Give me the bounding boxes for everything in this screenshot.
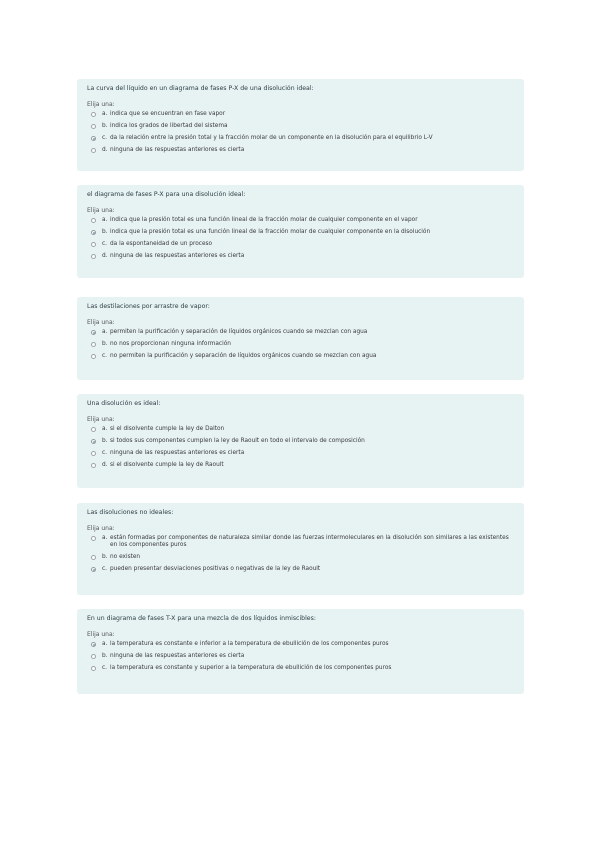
option-letter: b. [102, 229, 108, 235]
question-card-1 [77, 79, 524, 171]
answer-option[interactable] [91, 241, 514, 248]
option-text: están formadas por componentes de naturaleza similar donde las fuerzas intermoleculares en la disolución son similares a las existentes en los componentes puros [110, 535, 509, 548]
answer-option[interactable] [91, 426, 514, 433]
select-label: Elija una: [87, 631, 115, 638]
option-letter: d. [102, 147, 108, 153]
answer-option[interactable] [91, 653, 514, 660]
radio-button[interactable] [91, 112, 96, 117]
answer-option[interactable] [91, 341, 514, 348]
option-letter: a. [102, 217, 108, 223]
radio-button[interactable] [91, 642, 96, 647]
answer-option[interactable] [91, 229, 514, 236]
option-letter: d. [102, 253, 108, 259]
option-text: la temperatura es constante e inferior a la temperatura de ebullición de los componentes puros [110, 641, 389, 647]
option-text: permiten la purificación y separación de líquidos orgánicos cuando se mezclan con agua [110, 329, 368, 335]
answer-option[interactable] [91, 123, 514, 130]
option-letter: c. [102, 135, 108, 141]
answer-option[interactable] [91, 665, 514, 672]
answer-option[interactable] [91, 329, 514, 336]
answer-option[interactable] [91, 217, 514, 224]
answer-option[interactable] [91, 462, 514, 469]
select-label: Elija una: [87, 416, 115, 423]
option-letter: a. [102, 111, 108, 117]
radio-button[interactable] [91, 242, 96, 247]
option-text: indica que se encuentran en fase vapor [110, 111, 226, 117]
radio-button[interactable] [91, 230, 96, 235]
question-text: Las disoluciones no ideales: [87, 509, 174, 516]
option-letter: b. [102, 554, 108, 560]
answer-option[interactable] [91, 147, 514, 154]
radio-button[interactable] [91, 218, 96, 223]
select-label: Elija una: [87, 525, 115, 532]
answer-option[interactable] [91, 135, 514, 142]
radio-button[interactable] [91, 148, 96, 153]
question-card-2 [77, 185, 524, 278]
option-letter: d. [102, 462, 108, 468]
radio-button[interactable] [91, 451, 96, 456]
select-label: Elija una: [87, 101, 115, 108]
answer-option[interactable] [91, 641, 514, 648]
radio-button[interactable] [91, 427, 96, 432]
option-letter: b. [102, 653, 108, 659]
option-letter: a. [102, 535, 108, 541]
question-text: Las destilaciones por arrastre de vapor: [87, 303, 210, 310]
option-letter: b. [102, 341, 108, 347]
option-text: indica los grados de libertad del sistema [110, 123, 228, 129]
option-text: da la relación entre la presión total y la fracción molar de un componente en la disolución para el equilibrio L-V [110, 135, 433, 141]
question-text: En un diagrama de fases T-X para una mezcla de dos líquidos inmiscibles: [87, 615, 316, 622]
option-text: indica que la presión total es una función lineal de la fracción molar de cualquier componente en la disolución [110, 229, 431, 235]
radio-button[interactable] [91, 439, 96, 444]
question-card-4 [77, 394, 524, 488]
option-letter: b. [102, 438, 108, 444]
answer-option[interactable] [91, 450, 514, 457]
answer-option[interactable] [91, 566, 514, 573]
radio-button[interactable] [91, 654, 96, 659]
option-text: ninguna de las respuestas anteriores es cierta [110, 653, 245, 659]
radio-button[interactable] [91, 567, 96, 572]
radio-button[interactable] [91, 555, 96, 560]
option-text: no nos proporcionan ninguna información [110, 341, 231, 347]
question-text: La curva del líquido en un diagrama de fases P-X de una disolución ideal: [87, 85, 314, 92]
option-text: da la espontaneidad de un proceso [110, 241, 213, 247]
option-text: ninguna de las respuestas anteriores es cierta [110, 253, 245, 259]
option-letter: c. [102, 241, 108, 247]
option-text: si todos sus componentes cumplen la ley de Raoult en todo el intervalo de composición [110, 438, 365, 444]
radio-button[interactable] [91, 536, 96, 541]
option-letter: b. [102, 123, 108, 129]
option-letter: c. [102, 450, 108, 456]
option-text: indica que la presión total es una función lineal de la fracción molar de cualquier componente en el vapor [110, 217, 418, 223]
radio-button[interactable] [91, 463, 96, 468]
option-text: si el disolvente cumple la ley de Raoult [110, 462, 224, 468]
option-text: ninguna de las respuestas anteriores es cierta [110, 147, 245, 153]
option-text: pueden presentar desviaciones positivas o negativas de la ley de Raoult [110, 566, 321, 572]
question-card-6 [77, 609, 524, 694]
option-text: no existen [110, 554, 141, 560]
option-letter: a. [102, 641, 108, 647]
question-card-3 [77, 297, 524, 380]
radio-button[interactable] [91, 330, 96, 335]
answer-option[interactable] [91, 535, 514, 549]
radio-button[interactable] [91, 666, 96, 671]
radio-button[interactable] [91, 124, 96, 129]
select-label: Elija una: [87, 319, 115, 326]
radio-button[interactable] [91, 354, 96, 359]
answer-option[interactable] [91, 253, 514, 260]
option-letter: c. [102, 566, 108, 572]
option-letter: a. [102, 426, 108, 432]
option-text: no permiten la purificación y separación de líquidos orgánicos cuando se mezclan con agua [110, 353, 377, 359]
question-card-5 [77, 503, 524, 595]
option-letter: c. [102, 665, 108, 671]
question-text: el diagrama de fases P-X para una disolución ideal: [87, 191, 246, 198]
answer-option[interactable] [91, 111, 514, 118]
option-text: ninguna de las respuestas anteriores es cierta [110, 450, 245, 456]
radio-button[interactable] [91, 342, 96, 347]
radio-button[interactable] [91, 136, 96, 141]
option-letter: a. [102, 329, 108, 335]
question-text: Una disolución es ideal: [87, 400, 161, 407]
answer-option[interactable] [91, 554, 514, 561]
answer-option[interactable] [91, 353, 514, 360]
option-text: si el disolvente cumple la ley de Dalton [110, 426, 225, 432]
radio-button[interactable] [91, 254, 96, 259]
option-letter: c. [102, 353, 108, 359]
select-label: Elija una: [87, 207, 115, 214]
option-text: la temperatura es constante y superior a la temperatura de ebullición de los componentes puros [110, 665, 392, 671]
answer-option[interactable] [91, 438, 514, 445]
